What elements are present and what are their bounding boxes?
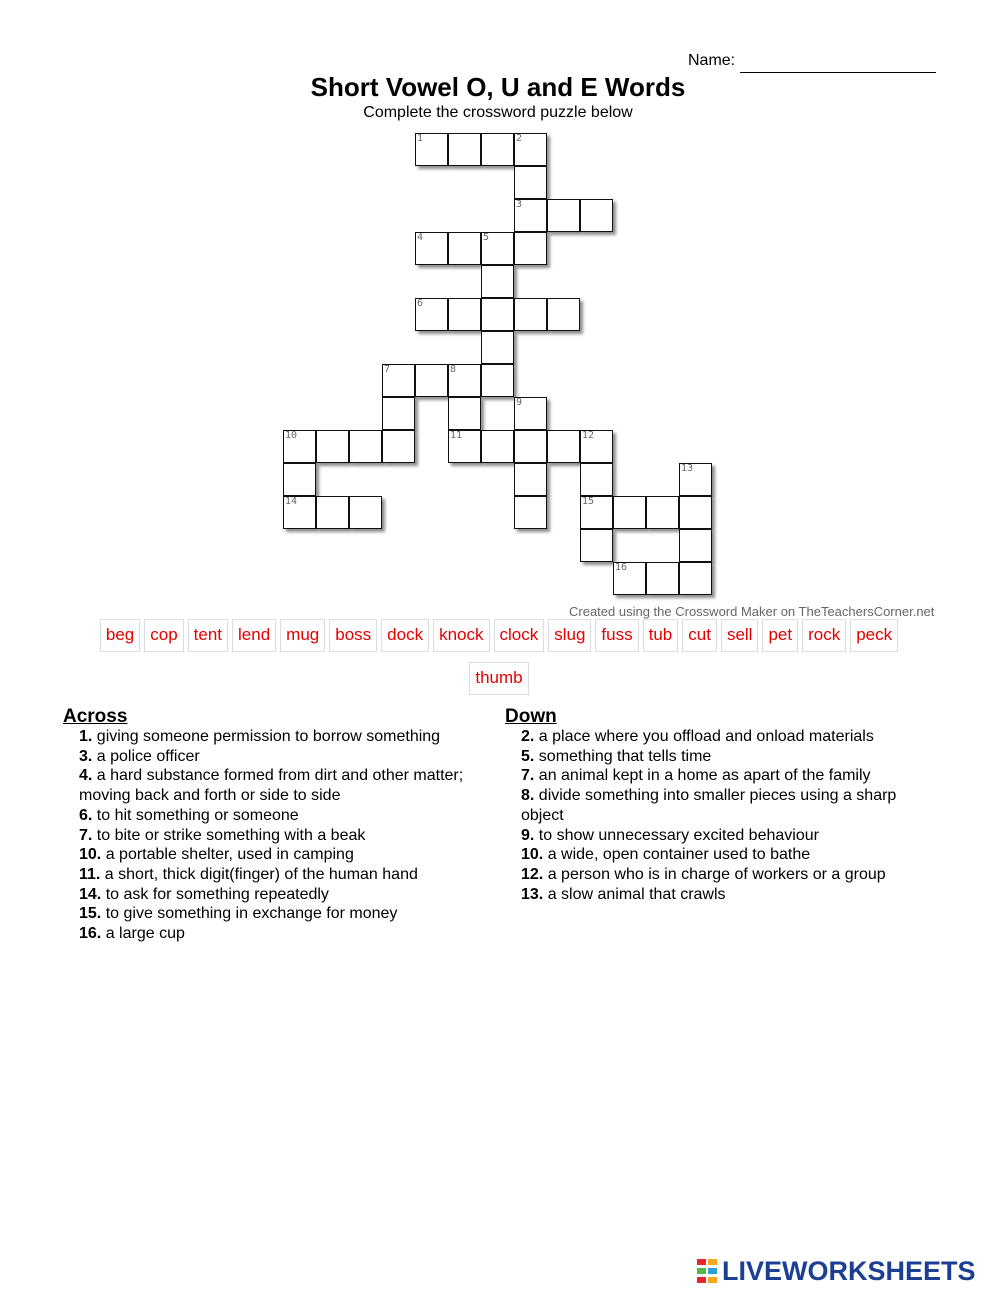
letter-input[interactable] — [548, 431, 579, 462]
clue-text: to hit something or someone — [92, 806, 299, 824]
letter-input[interactable] — [581, 464, 612, 495]
crossword-cell[interactable] — [514, 133, 547, 166]
crossword-cell[interactable] — [283, 430, 316, 463]
clue-number: 8 — [450, 364, 457, 375]
letter-input[interactable] — [515, 431, 546, 462]
crossword-cell[interactable] — [547, 199, 580, 232]
crossword-cell[interactable] — [283, 463, 316, 496]
logo-text: LIVEWORKSHEETS — [722, 1256, 976, 1286]
letter-input[interactable] — [317, 497, 348, 528]
letter-input[interactable] — [548, 200, 579, 231]
across-clue — [79, 885, 479, 905]
letter-input[interactable] — [416, 365, 447, 396]
crossword-cell[interactable] — [613, 496, 646, 529]
clue-text: a place where you offload and onload materials — [534, 728, 874, 745]
letter-input[interactable] — [284, 497, 315, 528]
crossword-cell[interactable] — [580, 199, 613, 232]
crossword-cell[interactable] — [481, 298, 514, 331]
letter-input[interactable] — [416, 299, 447, 330]
clue-number: 1 — [417, 133, 424, 144]
word-bank-item[interactable]: beg — [100, 619, 140, 652]
crossword-cell[interactable] — [448, 232, 481, 265]
across-clue — [79, 826, 479, 846]
crossword-cell[interactable] — [547, 298, 580, 331]
crossword-cell[interactable] — [448, 133, 481, 166]
clue-number: 7 — [384, 364, 391, 375]
clue-text: to give something in exchange for money — [101, 905, 398, 923]
crossword-cell[interactable] — [349, 496, 382, 529]
word-bank-item[interactable]: knock — [433, 619, 489, 652]
letter-input[interactable] — [680, 464, 711, 495]
clue-text: a hard substance formed from dirt and other matter; moving back and forth or side to side — [79, 767, 464, 805]
clue-text: a slow animal that crawls — [543, 885, 726, 903]
crossword-cell[interactable] — [646, 496, 679, 529]
across-clue — [79, 845, 479, 865]
letter-input[interactable] — [515, 398, 546, 429]
crossword-cell[interactable] — [382, 430, 415, 463]
clue-text: to ask for something repeatedly — [101, 885, 329, 903]
clue-number: 5 — [483, 232, 490, 243]
crossword-cell[interactable] — [514, 496, 547, 529]
crossword-grid — [0, 0, 1000, 620]
crossword-cell[interactable] — [448, 364, 481, 397]
clue-number: 12 — [582, 430, 595, 441]
down-clue — [521, 727, 941, 747]
crossword-cell[interactable] — [415, 364, 448, 397]
clue-number: 10. — [79, 846, 102, 864]
down-clue — [521, 786, 941, 825]
crossword-cell[interactable] — [481, 133, 514, 166]
clue-number: 14. — [79, 885, 102, 903]
clue-number: 7. — [79, 826, 93, 844]
word-bank-item[interactable]: boss — [329, 619, 377, 652]
crossword-cell[interactable] — [382, 397, 415, 430]
down-clue — [521, 885, 941, 905]
clue-number: 7. — [521, 767, 535, 785]
credit-text: Created using the Crossword Maker on TheTeachersCorner.net — [569, 604, 935, 619]
word-bank-item[interactable]: pet — [762, 619, 798, 652]
letter-input[interactable] — [482, 365, 513, 396]
down-clue — [521, 845, 941, 865]
clue-text: a large cup — [101, 925, 185, 943]
across-clue — [79, 904, 479, 924]
letter-input[interactable] — [449, 233, 480, 264]
clue-number: 2. — [521, 728, 535, 745]
letter-input[interactable] — [515, 200, 546, 231]
clue-text: giving someone permission to borrow something — [92, 728, 441, 745]
down-clues — [505, 706, 941, 904]
crossword-cell[interactable] — [514, 232, 547, 265]
crossword-cell[interactable] — [415, 298, 448, 331]
letter-input[interactable] — [515, 497, 546, 528]
clue-text: divide something into smaller pieces using a sharp object — [521, 787, 897, 824]
clue-number: 3. — [79, 747, 93, 765]
across-heading: Across — [63, 706, 128, 727]
clue-number: 15 — [582, 496, 595, 507]
letter-input[interactable] — [515, 167, 546, 198]
clue-number: 14 — [285, 496, 298, 507]
letter-input[interactable] — [482, 332, 513, 363]
letter-input[interactable] — [515, 464, 546, 495]
clue-number: 8. — [521, 787, 535, 805]
crossword-cell[interactable] — [580, 463, 613, 496]
letter-input[interactable] — [482, 299, 513, 330]
word-bank-item[interactable]: thumb — [469, 662, 528, 695]
letter-input[interactable] — [416, 134, 447, 165]
letter-input[interactable] — [548, 299, 579, 330]
letter-input[interactable] — [647, 563, 678, 594]
crossword-cell[interactable] — [679, 496, 712, 529]
page-title: Short Vowel O, U and E Words — [310, 72, 686, 102]
clue-number: 15. — [79, 905, 102, 923]
crossword-cell[interactable] — [448, 298, 481, 331]
letter-input[interactable] — [614, 563, 645, 594]
clue-text: a police officer — [92, 747, 200, 765]
letter-input[interactable] — [449, 134, 480, 165]
clue-number: 1. — [79, 728, 93, 745]
letter-input[interactable] — [350, 497, 381, 528]
clue-number: 9 — [516, 397, 523, 408]
crossword-cell[interactable] — [316, 430, 349, 463]
word-bank-item[interactable]: clock — [494, 619, 545, 652]
letter-input[interactable] — [581, 530, 612, 561]
word-bank-item[interactable]: dock — [381, 619, 429, 652]
crossword-cell[interactable] — [679, 463, 712, 496]
letter-input[interactable] — [284, 431, 315, 462]
crossword-cell[interactable] — [580, 430, 613, 463]
clue-number: 4 — [417, 232, 424, 243]
down-clue — [521, 826, 941, 846]
clue-number: 9. — [521, 826, 535, 844]
letter-input[interactable] — [515, 299, 546, 330]
name-label: Name: — [688, 52, 736, 69]
across-clue — [79, 924, 479, 944]
letter-input[interactable] — [449, 431, 480, 462]
crossword-cell[interactable] — [580, 496, 613, 529]
crossword-cell[interactable] — [481, 265, 514, 298]
word-bank-item[interactable]: slug — [548, 619, 591, 652]
letter-input[interactable] — [581, 431, 612, 462]
crossword-cell[interactable] — [679, 562, 712, 595]
clue-text: to bite or strike something with a beak — [92, 826, 366, 844]
crossword-cell[interactable] — [448, 430, 481, 463]
letter-input[interactable] — [680, 563, 711, 594]
crossword-cell[interactable] — [580, 529, 613, 562]
word-bank — [84, 619, 914, 695]
letter-input[interactable] — [449, 365, 480, 396]
crossword-cell[interactable] — [481, 232, 514, 265]
letter-input[interactable] — [383, 365, 414, 396]
crossword-cell[interactable] — [514, 430, 547, 463]
crossword-cell[interactable] — [283, 496, 316, 529]
liveworksheets-logo — [697, 1256, 976, 1287]
clue-number: 10. — [521, 846, 544, 864]
down-heading: Down — [505, 706, 557, 727]
instructions: Complete the crossword puzzle below — [363, 104, 633, 121]
clue-number: 4. — [79, 767, 93, 785]
crossword-cell[interactable] — [316, 496, 349, 529]
across-clue — [79, 806, 479, 826]
word-bank-item[interactable]: tub — [643, 619, 679, 652]
across-clues — [63, 706, 479, 944]
clue-number: 3 — [516, 199, 523, 210]
clue-text: to show unnecessary excited behaviour — [534, 826, 819, 844]
crossword-cell[interactable] — [415, 232, 448, 265]
across-clue — [79, 766, 479, 805]
word-bank-item[interactable]: lend — [232, 619, 276, 652]
letter-input[interactable] — [416, 233, 447, 264]
letter-input[interactable] — [482, 134, 513, 165]
down-clue — [521, 865, 941, 885]
letter-input[interactable] — [581, 497, 612, 528]
crossword-cell[interactable] — [646, 562, 679, 595]
clue-number: 11 — [450, 430, 463, 441]
clue-number: 10 — [285, 430, 298, 441]
across-clue — [79, 727, 479, 747]
word-bank-item[interactable]: fuss — [595, 619, 638, 652]
logo-icon — [697, 1259, 719, 1285]
crossword-cell[interactable] — [415, 133, 448, 166]
clue-number: 6. — [79, 806, 93, 824]
clue-number: 5. — [521, 747, 535, 765]
clue-text: an animal kept in a home as apart of the family — [534, 767, 871, 785]
letter-input[interactable] — [449, 398, 480, 429]
crossword-cell[interactable] — [382, 364, 415, 397]
letter-input[interactable] — [482, 266, 513, 297]
word-bank-item[interactable]: rock — [802, 619, 846, 652]
crossword-cell[interactable] — [349, 430, 382, 463]
across-clue — [79, 747, 479, 767]
across-clue — [79, 865, 479, 885]
word-bank-item[interactable]: cut — [682, 619, 717, 652]
letter-input[interactable] — [482, 233, 513, 264]
letter-input[interactable] — [647, 497, 678, 528]
clue-number: 12. — [521, 865, 544, 883]
letter-input[interactable] — [515, 134, 546, 165]
word-bank-item[interactable]: sell — [721, 619, 759, 652]
clue-number: 6 — [417, 298, 424, 309]
word-bank-item[interactable]: cop — [144, 619, 183, 652]
crossword-cell[interactable] — [514, 397, 547, 430]
clue-text: a wide, open container used to bathe — [543, 846, 811, 864]
word-bank-item[interactable]: peck — [850, 619, 898, 652]
crossword-cell[interactable] — [481, 364, 514, 397]
down-clue — [521, 766, 941, 786]
letter-input[interactable] — [449, 299, 480, 330]
letter-input[interactable] — [680, 497, 711, 528]
crossword-cell[interactable] — [514, 463, 547, 496]
crossword-cell[interactable] — [613, 562, 646, 595]
clue-text: something that tells time — [534, 747, 712, 765]
down-clue — [521, 747, 941, 767]
letter-input[interactable] — [680, 530, 711, 561]
clue-text: a portable shelter, used in camping — [101, 846, 354, 864]
letter-input[interactable] — [317, 431, 348, 462]
letter-input[interactable] — [383, 431, 414, 462]
crossword-cell[interactable] — [547, 430, 580, 463]
letter-input[interactable] — [284, 464, 315, 495]
crossword-cell[interactable] — [514, 199, 547, 232]
clue-number: 16. — [79, 925, 102, 943]
crossword-cell[interactable] — [481, 430, 514, 463]
letter-input[interactable] — [581, 200, 612, 231]
crossword-cell[interactable] — [679, 529, 712, 562]
clue-number: 13 — [681, 463, 694, 474]
crossword-cell[interactable] — [481, 331, 514, 364]
letter-input[interactable] — [350, 431, 381, 462]
clue-number: 11. — [79, 865, 101, 883]
clue-text: a person who is in charge of workers or a group — [543, 865, 886, 883]
crossword-cell[interactable] — [514, 166, 547, 199]
crossword-cell[interactable] — [514, 298, 547, 331]
letter-input[interactable] — [482, 431, 513, 462]
clue-number: 2 — [516, 133, 523, 144]
word-bank-item[interactable]: tent — [188, 619, 228, 652]
clue-text: a short, thick digit(finger) of the human hand — [100, 865, 418, 883]
letter-input[interactable] — [515, 233, 546, 264]
clue-number: 13. — [521, 885, 544, 903]
letter-input[interactable] — [614, 497, 645, 528]
crossword-cell[interactable] — [448, 397, 481, 430]
letter-input[interactable] — [383, 398, 414, 429]
word-bank-item[interactable]: mug — [280, 619, 325, 652]
clue-number: 16 — [615, 562, 628, 573]
